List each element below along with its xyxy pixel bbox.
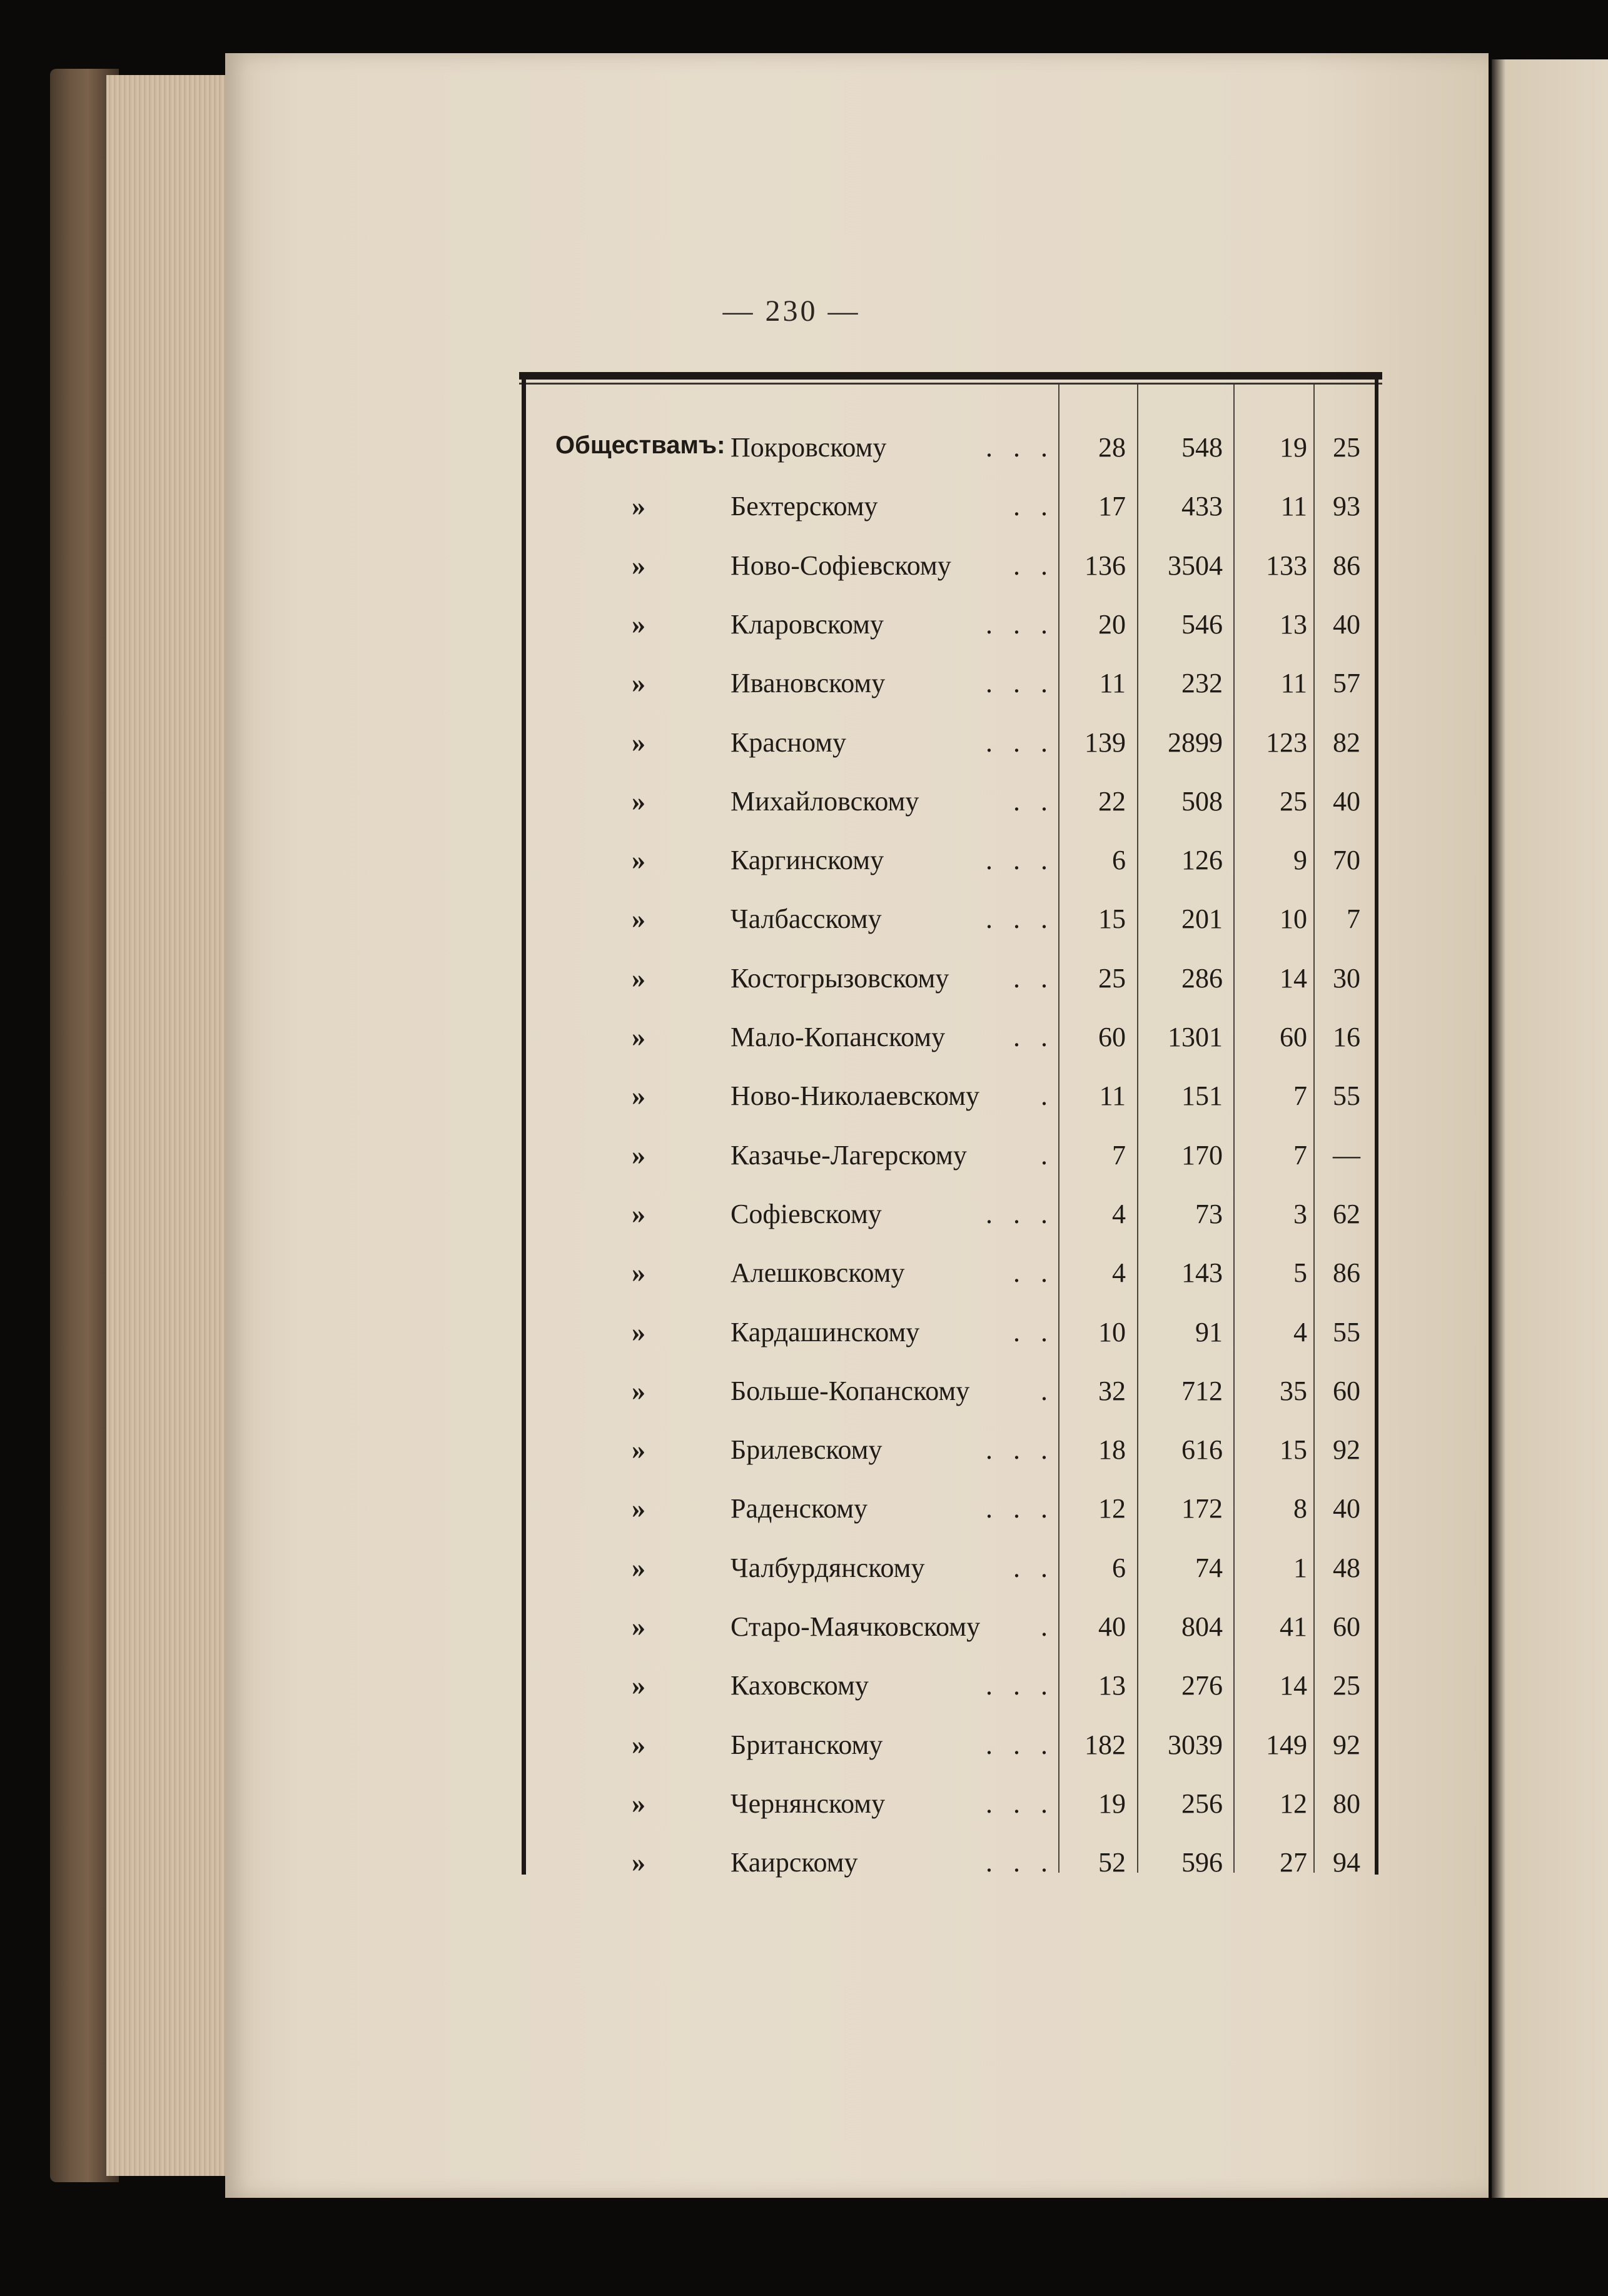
leader-dots: . .	[1013, 1316, 1048, 1347]
value-c3: 35	[1280, 1375, 1307, 1406]
value-c3: 3	[1293, 1198, 1307, 1229]
value-c4: 7	[1347, 904, 1360, 935]
value-c3: 10	[1280, 904, 1307, 935]
value-c1: 139	[1085, 727, 1126, 758]
value-c2: 73	[1195, 1198, 1223, 1229]
ditto-mark: »	[632, 785, 645, 817]
page-edges	[106, 75, 238, 2176]
value-c4: 40	[1333, 1493, 1360, 1524]
value-c3: 27	[1280, 1847, 1307, 1878]
value-c4: 16	[1333, 1022, 1360, 1052]
value-c1: 32	[1098, 1375, 1126, 1406]
value-c4: 55	[1333, 1316, 1360, 1347]
value-c3: 15	[1280, 1434, 1307, 1466]
leader-dots: . . .	[986, 432, 1048, 463]
value-c2: 2899	[1168, 727, 1223, 758]
society-name: Костогрызовскому	[731, 962, 949, 994]
ditto-mark: »	[632, 1434, 645, 1466]
society-name: Казачье-Лагерскому	[731, 1139, 967, 1171]
value-c2: 1301	[1168, 1022, 1223, 1052]
value-c2: 74	[1195, 1552, 1223, 1583]
value-c2: 3504	[1168, 550, 1223, 581]
leader-dots: .	[1041, 1139, 1048, 1171]
society-name: Каирскому	[731, 1847, 858, 1878]
value-c4: 92	[1333, 1729, 1360, 1760]
society-name: Михайловскому	[731, 785, 919, 817]
value-c3: 8	[1293, 1493, 1307, 1524]
value-c1: 182	[1085, 1729, 1126, 1760]
ditto-mark: »	[632, 1022, 645, 1052]
society-name: Старо-Маячковскому	[731, 1611, 981, 1642]
value-c1: 28	[1098, 432, 1126, 463]
society-name: Бехтерскому	[731, 491, 878, 522]
ditto-mark: »	[632, 1670, 645, 1701]
value-c4: 86	[1333, 1257, 1360, 1289]
value-c2: 433	[1181, 491, 1223, 522]
value-c1: 6	[1112, 1552, 1126, 1583]
value-c1: 52	[1098, 1847, 1126, 1878]
society-name: Чернянскому	[731, 1788, 886, 1819]
value-c4: 60	[1333, 1611, 1360, 1642]
society-name: Ново-Софіевскому	[731, 550, 951, 581]
value-c2: 804	[1181, 1611, 1223, 1642]
leader-dots: . . .	[986, 727, 1048, 758]
value-c4: 30	[1333, 962, 1360, 994]
society-name: Чалбурдянскому	[731, 1552, 925, 1583]
value-c3: 7	[1293, 1080, 1307, 1112]
value-c4: 25	[1333, 1670, 1360, 1701]
value-c3: 60	[1280, 1022, 1307, 1052]
value-c4: 82	[1333, 727, 1360, 758]
value-c2: 232	[1181, 668, 1223, 699]
leader-dots: . .	[1013, 1552, 1048, 1583]
society-name: Алешковскому	[731, 1257, 905, 1289]
ditto-mark: »	[632, 1847, 645, 1878]
leader-dots: . .	[1013, 962, 1048, 994]
leader-dots: . . .	[986, 1729, 1048, 1760]
ditto-mark: »	[632, 1611, 645, 1642]
ditto-mark: »	[632, 1788, 645, 1819]
value-c1: 11	[1099, 1080, 1126, 1112]
value-c3: 7	[1293, 1139, 1307, 1171]
value-c4: —	[1333, 1139, 1360, 1171]
leader-dots: .	[1041, 1080, 1048, 1112]
value-c4: 80	[1333, 1788, 1360, 1819]
society-name: Кларовскому	[731, 608, 884, 640]
value-c4: 94	[1333, 1847, 1360, 1878]
value-c1: 136	[1085, 550, 1126, 581]
value-c3: 9	[1293, 845, 1307, 876]
value-c1: 10	[1098, 1316, 1126, 1347]
value-c2: 616	[1181, 1434, 1223, 1466]
value-c2: 126	[1181, 845, 1223, 876]
leader-dots: . . .	[986, 845, 1048, 876]
value-c4: 40	[1333, 785, 1360, 817]
value-c1: 40	[1098, 1611, 1126, 1642]
value-c2: 508	[1181, 785, 1223, 817]
ditto-mark: »	[632, 608, 645, 640]
value-c4: 92	[1333, 1434, 1360, 1466]
value-c3: 1	[1293, 1552, 1307, 1583]
leader-dots: . . .	[986, 1670, 1048, 1701]
society-name: Больше-Копанскому	[731, 1375, 970, 1406]
leader-dots: . . .	[986, 1493, 1048, 1524]
value-c4: 62	[1333, 1198, 1360, 1229]
ditto-mark: »	[632, 1316, 645, 1347]
ditto-mark: »	[632, 845, 645, 876]
society-name: Софіевскому	[731, 1198, 882, 1229]
value-c3: 123	[1266, 727, 1307, 758]
leader-dots: . . .	[986, 1788, 1048, 1819]
leader-dots: . . .	[986, 1198, 1048, 1229]
society-name: Мало-Копанскому	[731, 1022, 946, 1052]
society-name: Чалбасскому	[731, 904, 882, 935]
value-c2: 286	[1181, 962, 1223, 994]
table-top-rule-thin	[519, 383, 1382, 385]
value-c1: 7	[1112, 1139, 1126, 1171]
leader-dots: . . .	[986, 668, 1048, 699]
ditto-mark: »	[632, 491, 645, 522]
value-c4: 57	[1333, 668, 1360, 699]
ditto-mark: »	[632, 668, 645, 699]
leader-dots: . . .	[986, 1847, 1048, 1878]
column-divider	[1058, 385, 1059, 1873]
value-c4: 25	[1333, 432, 1360, 463]
value-c2: 201	[1181, 904, 1223, 935]
society-name: Ново-Николаевскому	[731, 1080, 979, 1112]
value-c2: 256	[1181, 1788, 1223, 1819]
value-c3: 5	[1293, 1257, 1307, 1289]
value-c1: 25	[1098, 962, 1126, 994]
value-c3: 19	[1280, 432, 1307, 463]
value-c3: 149	[1266, 1729, 1307, 1760]
value-c1: 19	[1098, 1788, 1126, 1819]
value-c2: 172	[1181, 1493, 1223, 1524]
table-right-rule	[1375, 374, 1378, 1875]
value-c1: 6	[1112, 845, 1126, 876]
ditto-mark: »	[632, 1198, 645, 1229]
leader-dots: .	[1041, 1375, 1048, 1406]
value-c1: 60	[1098, 1022, 1126, 1052]
value-c3: 41	[1280, 1611, 1307, 1642]
value-c3: 133	[1266, 550, 1307, 581]
value-c1: 17	[1098, 491, 1126, 522]
society-name: Раденскому	[731, 1493, 868, 1524]
ditto-mark: »	[632, 1080, 645, 1112]
ditto-mark: »	[632, 1375, 645, 1406]
leader-dots: . .	[1013, 785, 1048, 817]
society-name: Ивановскому	[731, 668, 886, 699]
value-c3: 11	[1280, 668, 1307, 699]
value-c4: 86	[1333, 550, 1360, 581]
leader-dots: .	[1041, 1611, 1048, 1642]
value-c2: 276	[1181, 1670, 1223, 1701]
ditto-mark: »	[632, 1729, 645, 1760]
leader-dots: . .	[1013, 1257, 1048, 1289]
value-c1: 11	[1099, 668, 1126, 699]
leader-dots: . .	[1013, 550, 1048, 581]
value-c1: 4	[1112, 1198, 1126, 1229]
ditto-mark: »	[632, 904, 645, 935]
value-c2: 91	[1195, 1316, 1223, 1347]
value-c2: 712	[1181, 1375, 1223, 1406]
society-name: Красному	[731, 727, 846, 758]
society-name: Брилевскому	[731, 1434, 882, 1466]
table-top-rule	[519, 372, 1382, 380]
value-c2: 546	[1181, 608, 1223, 640]
ditto-mark: »	[632, 962, 645, 994]
ditto-mark: »	[632, 1552, 645, 1583]
value-c1: 18	[1098, 1434, 1126, 1466]
ditto-mark: »	[632, 1139, 645, 1171]
column-divider	[1313, 385, 1315, 1873]
value-c3: 13	[1280, 608, 1307, 640]
society-name: Кардашинскому	[731, 1316, 920, 1347]
value-c3: 11	[1280, 491, 1307, 522]
value-c2: 548	[1181, 432, 1223, 463]
value-c1: 15	[1098, 904, 1126, 935]
value-c1: 22	[1098, 785, 1126, 817]
leader-dots: . . .	[986, 904, 1048, 935]
table-left-rule	[522, 374, 526, 1875]
value-c4: 48	[1333, 1552, 1360, 1583]
society-name: Покровскому	[731, 432, 887, 463]
ditto-mark: »	[632, 1493, 645, 1524]
value-c3: 25	[1280, 785, 1307, 817]
value-c4: 93	[1333, 491, 1360, 522]
column-divider	[1137, 385, 1138, 1873]
value-c2: 170	[1181, 1139, 1223, 1171]
value-c2: 143	[1181, 1257, 1223, 1289]
value-c2: 151	[1181, 1080, 1223, 1112]
leader-dots: . . .	[986, 1434, 1048, 1466]
page-number: — 230 —	[722, 295, 861, 328]
value-c3: 4	[1293, 1316, 1307, 1347]
value-c4: 70	[1333, 845, 1360, 876]
leader-dots: . . .	[986, 608, 1048, 640]
value-c4: 60	[1333, 1375, 1360, 1406]
ditto-mark: »	[632, 550, 645, 581]
value-c3: 12	[1280, 1788, 1307, 1819]
society-name: Британскому	[731, 1729, 883, 1760]
value-c1: 4	[1112, 1257, 1126, 1289]
value-c1: 12	[1098, 1493, 1126, 1524]
value-c2: 3039	[1168, 1729, 1223, 1760]
value-c3: 14	[1280, 1670, 1307, 1701]
ditto-mark: »	[632, 1257, 645, 1289]
ditto-mark: »	[632, 727, 645, 758]
society-name: Каховскому	[731, 1670, 869, 1701]
adjacent-page-edge	[1492, 59, 1608, 2198]
value-c1: 20	[1098, 608, 1126, 640]
column-divider	[1233, 385, 1235, 1873]
row-prefix-label: Обществамъ:	[555, 431, 726, 459]
value-c1: 13	[1098, 1670, 1126, 1701]
value-c2: 596	[1181, 1847, 1223, 1878]
value-c3: 14	[1280, 962, 1307, 994]
society-name: Каргинскому	[731, 845, 884, 876]
value-c4: 55	[1333, 1080, 1360, 1112]
value-c4: 40	[1333, 608, 1360, 640]
leader-dots: . .	[1013, 1022, 1048, 1052]
leader-dots: . .	[1013, 491, 1048, 522]
